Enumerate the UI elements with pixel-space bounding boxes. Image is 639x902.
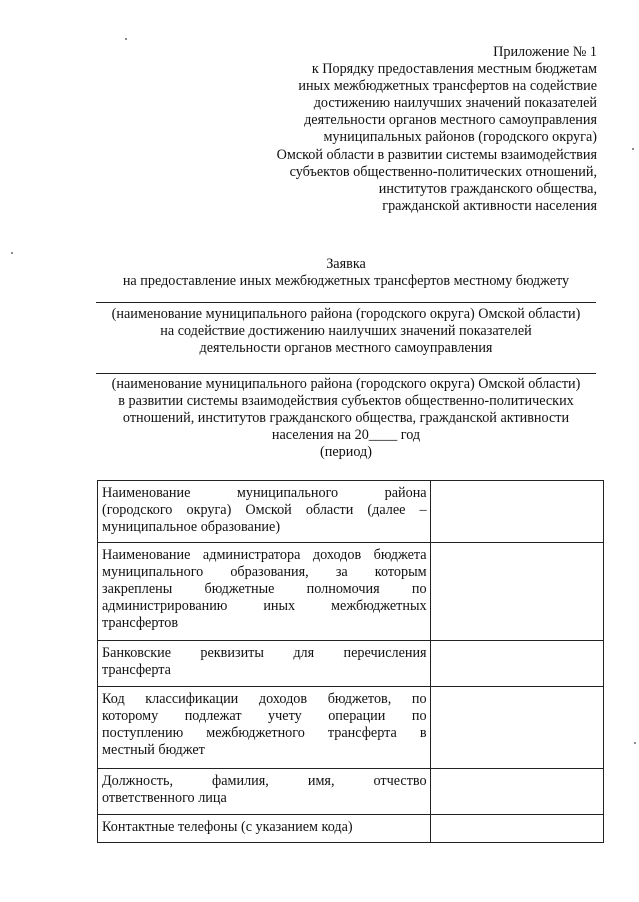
table-row bbox=[98, 687, 604, 769]
row-label-line: администрированию иных межбюджетных bbox=[102, 598, 427, 614]
row-label-line: Банковские реквизиты для перечисления bbox=[102, 645, 427, 661]
row-value-cell[interactable] bbox=[430, 687, 603, 769]
block-line: населения на 20____ год bbox=[271, 427, 421, 443]
row-label-line: Должность, фамилия, имя, отчество bbox=[102, 773, 427, 789]
appendix-line: к Порядку предоставления местным бюджетам bbox=[311, 61, 597, 78]
document-title: Заявка bbox=[326, 256, 366, 272]
table-row bbox=[98, 815, 604, 843]
municipality-block-2 bbox=[96, 376, 596, 461]
appendix-header bbox=[217, 44, 597, 215]
row-label-line: трансферта bbox=[102, 662, 171, 678]
appendix-line: гражданской активности населения bbox=[382, 197, 597, 214]
row-label-line: ответственного лица bbox=[102, 790, 227, 806]
block-line: (период) bbox=[320, 444, 372, 460]
table-row bbox=[98, 481, 604, 543]
appendix-line: достижению наилучших значений показателей bbox=[313, 95, 597, 112]
table-row bbox=[98, 769, 604, 815]
block-line: отношений, институтов гражданского общества, гражданской активности bbox=[122, 410, 570, 426]
document-subtitle: на предоставление иных межбюджетных трансфертов местному бюджету bbox=[122, 273, 570, 289]
row-label-cell bbox=[98, 687, 431, 769]
municipality-block-1 bbox=[96, 306, 596, 357]
block-line: на содействие достижению наилучших значений показателей bbox=[160, 323, 532, 339]
appendix-line: муниципальных районов (городского округа) bbox=[323, 129, 597, 146]
scan-speck bbox=[634, 742, 636, 744]
table-row bbox=[98, 543, 604, 641]
row-label-line: (городского округа) Омской области (далее – bbox=[102, 502, 427, 518]
row-label-cell bbox=[98, 815, 431, 843]
application-table bbox=[97, 480, 604, 843]
row-value-cell[interactable] bbox=[430, 815, 603, 843]
table-row bbox=[98, 641, 604, 687]
appendix-line: субъектов общественно-политических отношений, bbox=[289, 163, 597, 180]
row-label-line: которому подлежат учету операции по bbox=[102, 708, 427, 724]
block-line: деятельности органов местного самоуправления bbox=[199, 340, 493, 356]
appendix-line: Приложение № 1 bbox=[493, 44, 597, 60]
block-line: в развитии системы взаимодействия субъектов общественно-политических bbox=[118, 393, 574, 409]
scan-speck bbox=[632, 148, 634, 150]
row-label-line: Наименование муниципального района bbox=[102, 485, 427, 501]
scan-speck bbox=[11, 252, 13, 254]
fill-in-line bbox=[96, 302, 596, 303]
row-label-line: поступлению межбюджетного трансферта в bbox=[102, 725, 427, 741]
scan-speck bbox=[125, 38, 127, 40]
appendix-line: Омской области в развитии системы взаимодействия bbox=[276, 146, 597, 163]
row-label-line: муниципального образования, за которым bbox=[102, 564, 427, 580]
row-label-line: местный бюджет bbox=[102, 742, 205, 758]
block-line: (наименование муниципального района (городского округа) Омской области) bbox=[111, 306, 581, 322]
appendix-line: иных межбюджетных трансфертов на содействие bbox=[298, 78, 597, 95]
row-label-line: закреплены бюджетные полномочия по bbox=[102, 581, 427, 597]
row-value-cell[interactable] bbox=[430, 769, 603, 815]
row-value-cell[interactable] bbox=[430, 543, 603, 641]
row-label-cell bbox=[98, 481, 431, 543]
row-label-line: Контактные телефоны (с указанием кода) bbox=[102, 819, 353, 835]
row-label-cell bbox=[98, 543, 431, 641]
row-value-cell[interactable] bbox=[430, 641, 603, 687]
block-line: (наименование муниципального района (городского округа) Омской области) bbox=[111, 376, 581, 392]
appendix-line: деятельности органов местного самоуправления bbox=[304, 112, 597, 129]
row-label-line: Код классификации доходов бюджетов, по bbox=[102, 691, 427, 707]
row-label-cell bbox=[98, 769, 431, 815]
fill-in-line bbox=[96, 373, 596, 374]
row-label-line: Наименование администратора доходов бюджета bbox=[102, 547, 427, 563]
row-label-cell bbox=[98, 641, 431, 687]
appendix-line: институтов гражданского общества, bbox=[378, 180, 597, 197]
row-value-cell[interactable] bbox=[430, 481, 603, 543]
row-label-line: муниципальное образование) bbox=[102, 519, 281, 535]
row-label-line: трансфертов bbox=[102, 615, 179, 631]
